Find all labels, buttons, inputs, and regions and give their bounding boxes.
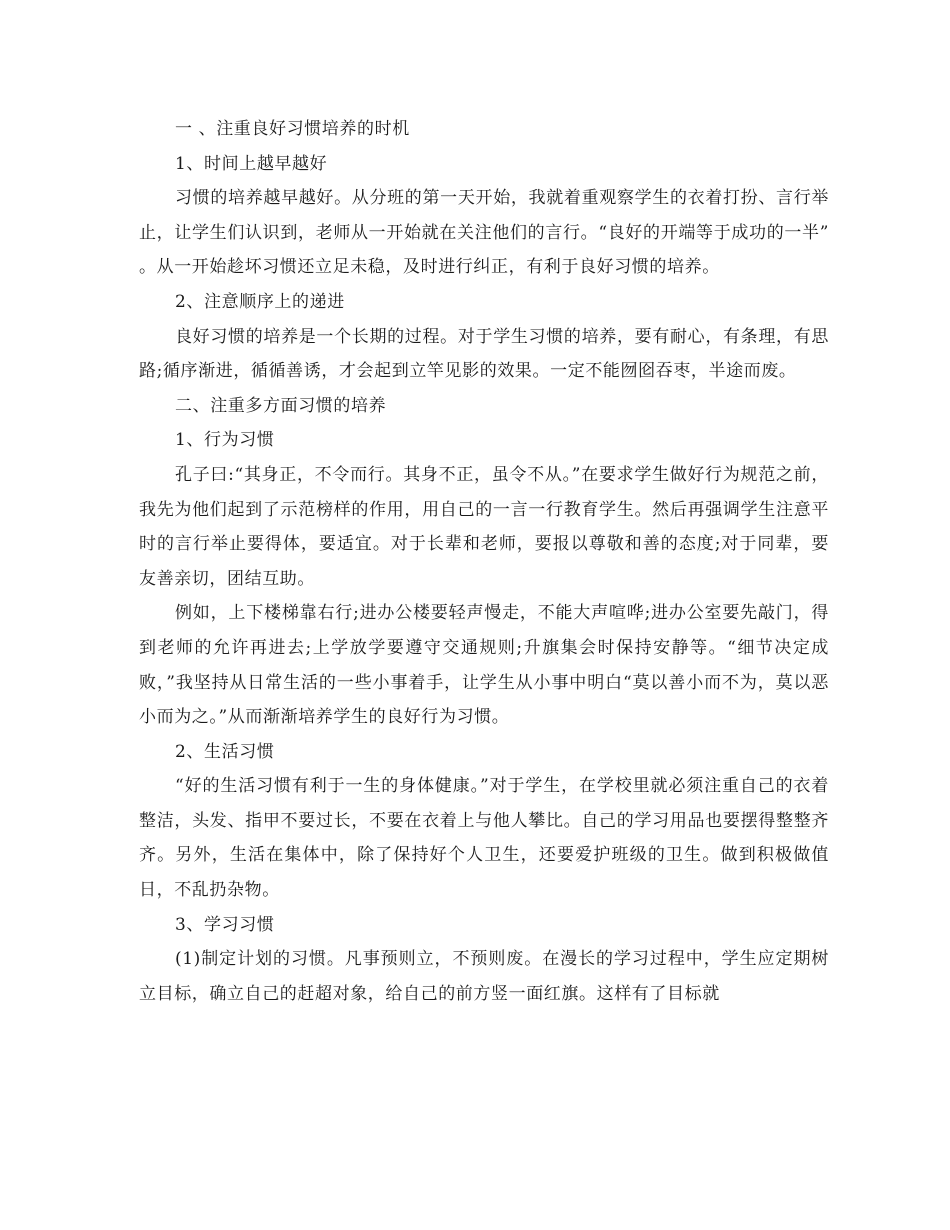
paragraph-study-plan: (1)制定计划的习惯。凡事预则立，不预则废。在漫长的学习过程中，学生应定期树立目标，确立自己的赶超对象，给自己的前方竖一面红旗。这样有了目标就 (139, 949, 829, 1004)
paragraph-early-timing: 习惯的培养越早越好。从分班的第一天开始，我就着重观察学生的衣着打扮、言行举止，让学生们认识到，老师从一开始就在关注他们的言行。“良好的开端等于成功的一半” 。从一开始趁坏习惯还立足未稳，及时进行纠正，有利于良好习惯的培养。 (139, 188, 829, 278)
paragraph-order-progression: 良好习惯的培养是一个长期的过程。对于学生习惯的培养，要有耐心，有条理，有思路;循序渐进，循循善诱，才会起到立竿见影的效果。一定不能囫囵吞枣，半途而废。 (139, 326, 829, 382)
subheading-early-timing: 1、时间上越早越好 (175, 153, 328, 174)
subheading-order-progression: 2、注意顺序上的递进 (175, 291, 345, 312)
section-heading-2: 二、注重多方面习惯的培养 (175, 395, 387, 416)
subheading-life-habits: 2、生活习惯 (175, 741, 275, 762)
paragraph-behavior-examples: 例如，上下楼梯靠右行;进办公楼要轻声慢走，不能大声喧哗;进办公室要先敲门，得到老师的允许再进去;上学放学要遵守交通规则;升旗集会时保持安静等。“细节决定成败，”我坚持从日常生活的一些小事着手，让学生从小事中明白“莫以善小而不为，莫以恶小而为之。”从而渐渐培养学生的良好行为习惯。 (139, 603, 829, 728)
document-body (139, 112, 829, 1011)
paragraph-behavior-habits: 孔子曰:“其身正，不令而行。其身不正，虽令不从。”在要求学生做好行为规范之前，我先为他们起到了示范榜样的作用，用自己的一言一行教育学生。然后再强调学生注意平时的言行举止要得体，要适宜。对于长辈和老师，要报以尊敬和善的态度;对于同辈，要友善亲切，团结互助。 (139, 464, 829, 589)
subheading-behavior-habits: 1、行为习惯 (175, 430, 275, 451)
subheading-study-habits: 3、学习习惯 (175, 914, 275, 935)
paragraph-life-habits: “好的生活习惯有利于一生的身体健康。”对于学生，在学校里就必须注重自己的衣着整洁，头发、指甲不要过长，不要在衣着上与他人攀比。自己的学习用品也要摆得整整齐齐。另外，生活在集体中，除了保持好个人卫生，还要爱护班级的卫生。做到积极做值日，不乱扔杂物。 (139, 776, 829, 901)
section-heading-1: 一 、注重良好习惯培养的时机 (175, 119, 410, 139)
